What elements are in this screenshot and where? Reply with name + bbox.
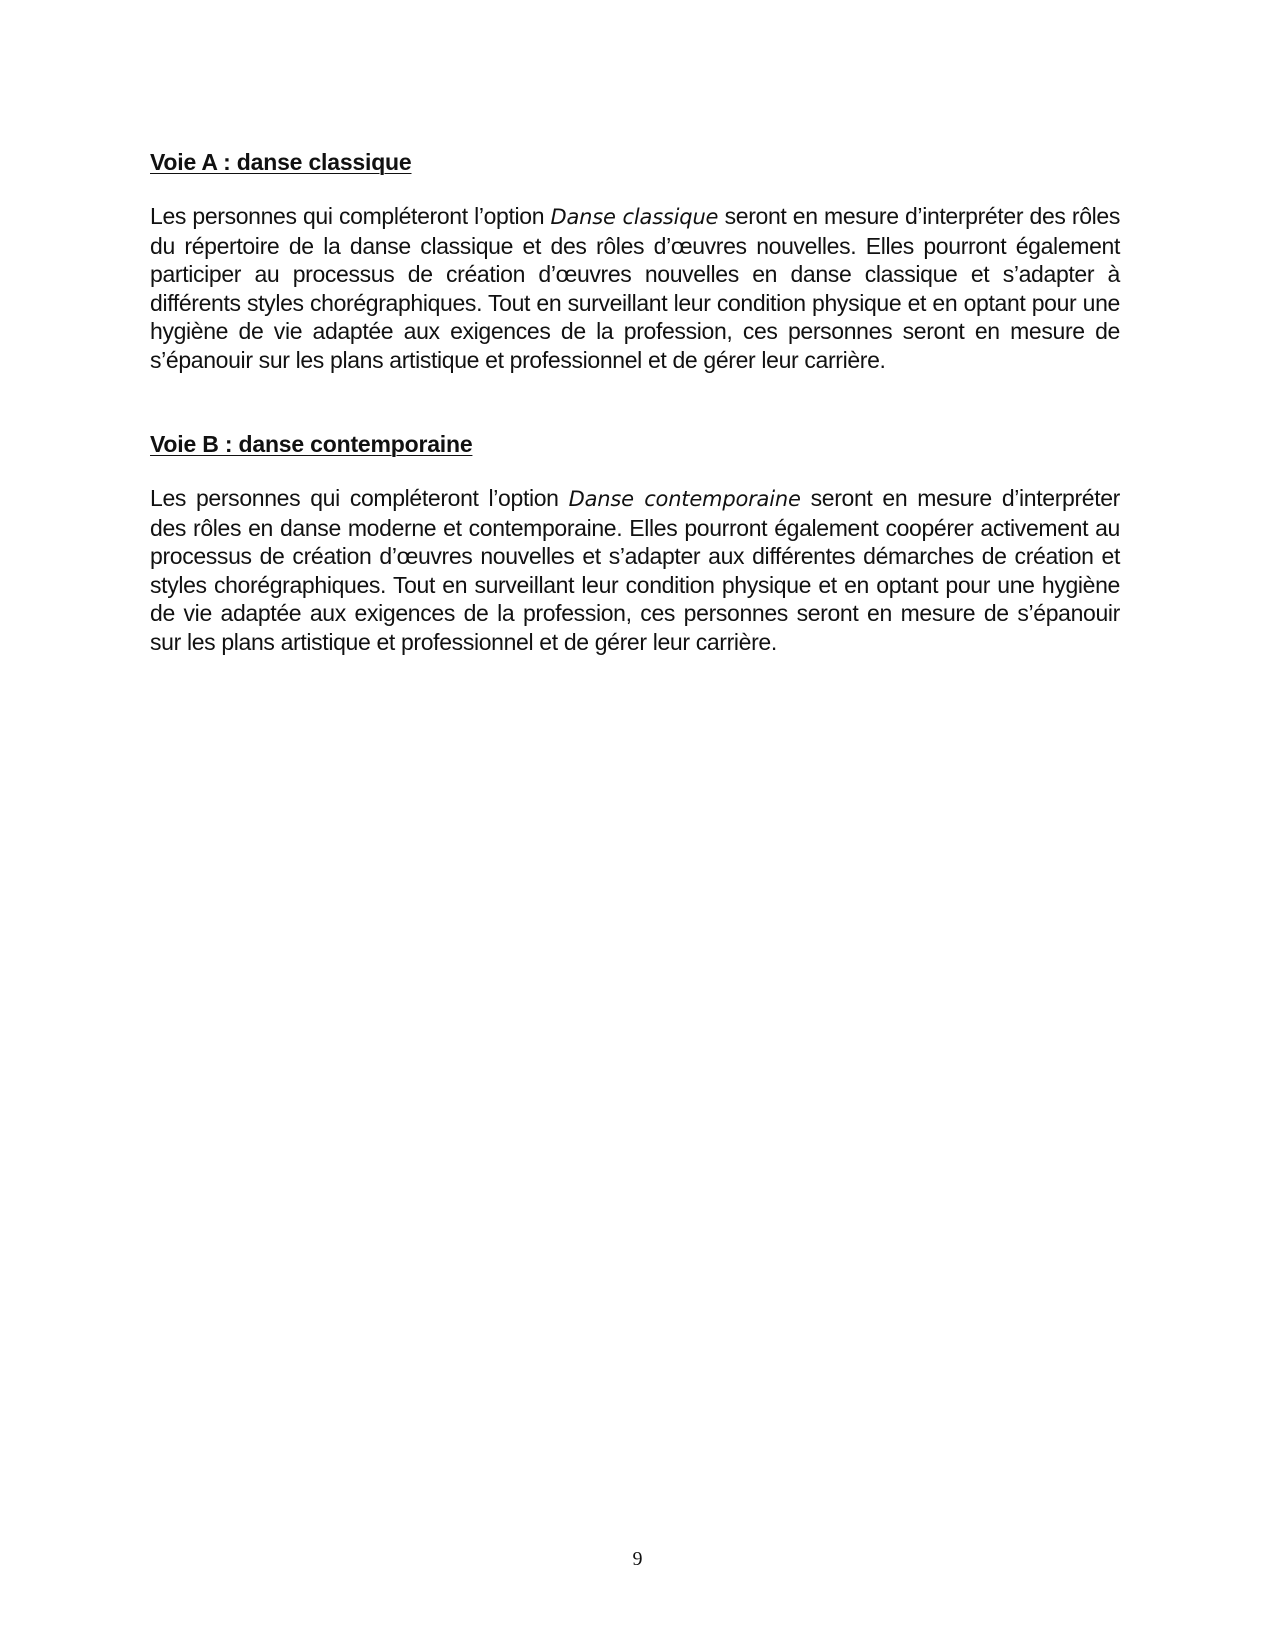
paragraph-text: Les personnes qui compléteront l’option bbox=[150, 203, 551, 229]
paragraph-text: Les personnes qui compléteront l’option bbox=[150, 485, 569, 511]
section-paragraph-voie-a bbox=[150, 202, 1120, 374]
paragraph-text: seront en mesure d’interpréter des rôles du répertoire de la danse classique et des rôles d’œuvres nouvelles. Elles pourront également participer au processus de création d’œuvres nouvelles en danse classique et s’adapter à différents styles chorégraphiques. Tout en surveillant leur condition physique et en optant pour une hygiène de vie adaptée aux exigences de la profession, ces personnes seront en mesure de s’épanouir sur les plans artistique et professionnel et de gérer leur carrière. bbox=[150, 203, 1121, 373]
page-content bbox=[150, 148, 1120, 656]
page-number: 9 bbox=[632, 1548, 643, 1570]
section-paragraph-voie-b bbox=[150, 484, 1120, 656]
section-heading-voie-b: Voie B : danse contemporaine bbox=[150, 431, 473, 457]
section-heading-voie-a: Voie A : danse classique bbox=[150, 149, 412, 175]
option-name-italic: Danse classique bbox=[550, 205, 719, 229]
paragraph-text: seront en mesure d’interpréter des rôles en danse moderne et contemporaine. Elles pourront également coopérer activement au processus de création d’œuvres nouvelles et s’adapter aux différentes démarches de création et styles chorégraphiques. Tout en surveillant leur condition physique et en optant pour une hygiène de vie adaptée aux exigences de la profession, ces personnes seront en mesure de s’épanouir sur les plans artistique et professionnel et de gérer leur carrière. bbox=[150, 485, 1120, 655]
option-name-italic: Danse contemporaine bbox=[568, 487, 801, 511]
